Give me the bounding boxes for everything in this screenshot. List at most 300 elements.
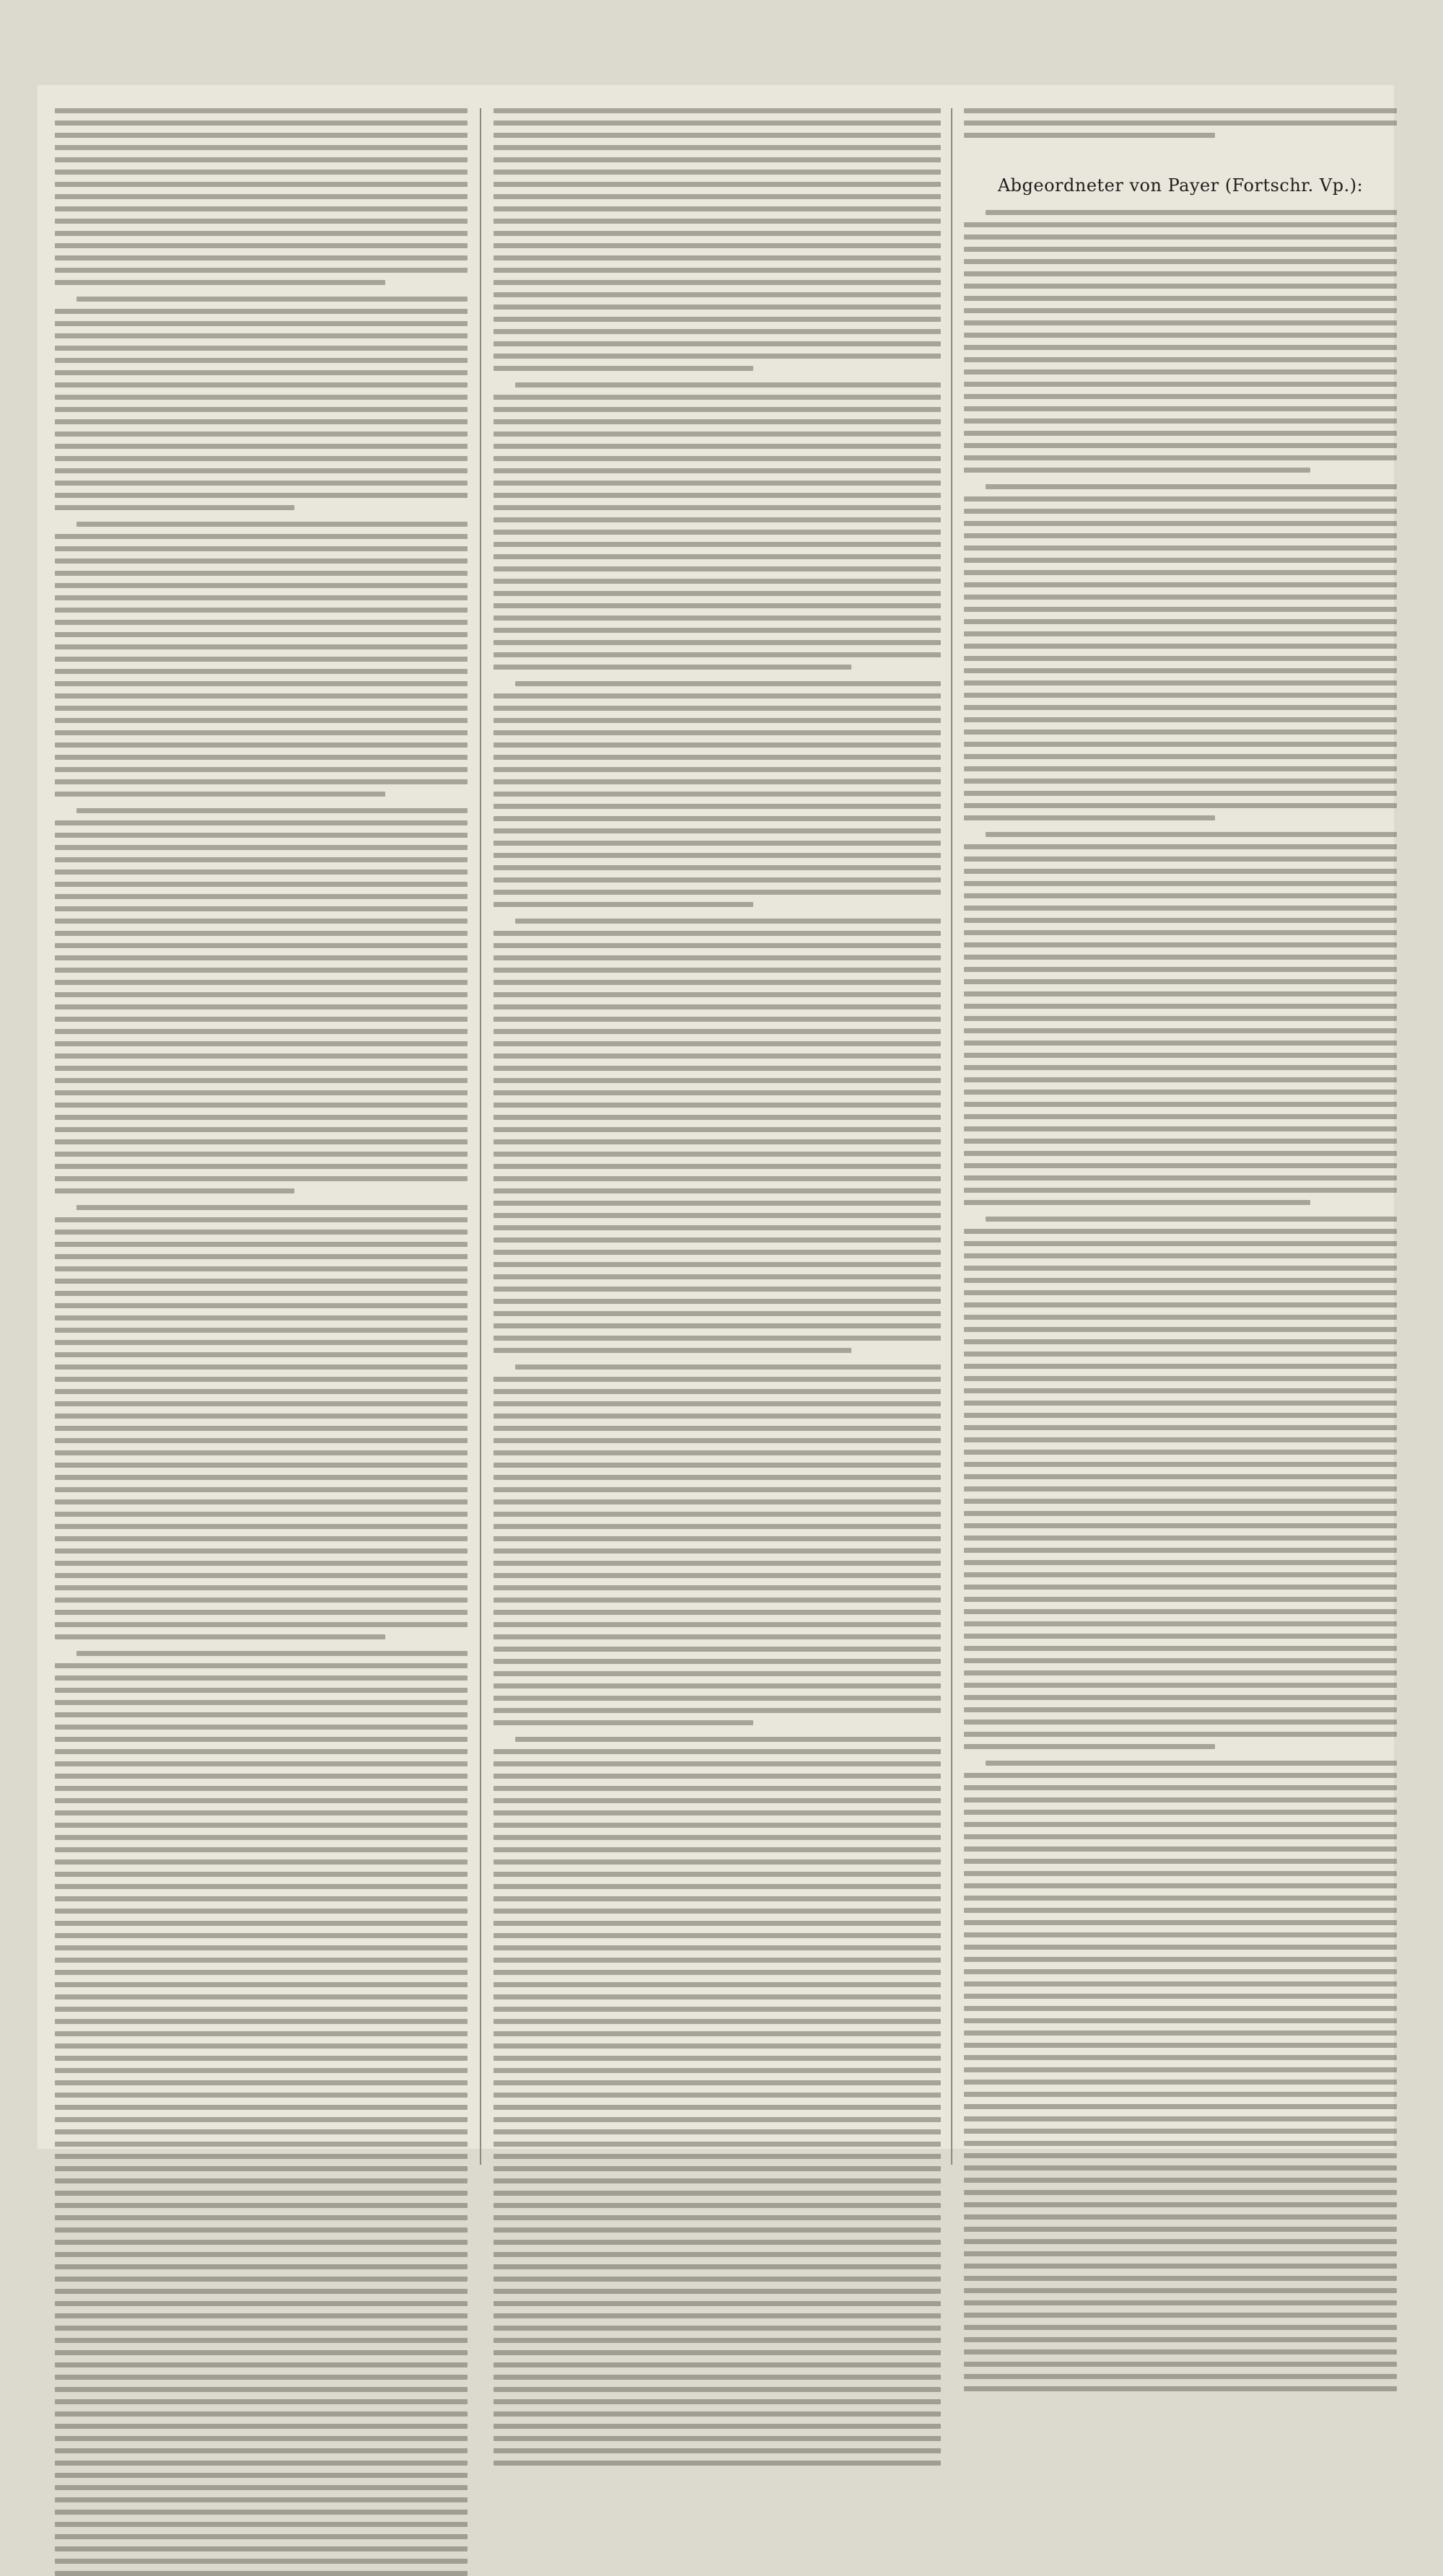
text-line — [55, 2497, 468, 2502]
text-line — [55, 1512, 468, 1517]
text-line — [494, 2178, 941, 2183]
text-line — [55, 1291, 468, 1296]
text-line — [55, 943, 468, 948]
text-line — [494, 955, 941, 960]
text-line — [964, 1609, 1397, 1614]
text-line — [494, 456, 941, 461]
text-line — [964, 1707, 1397, 1712]
text-line — [55, 182, 468, 187]
text-line — [494, 2387, 941, 2392]
text-line — [55, 1872, 468, 1877]
text-line — [964, 521, 1397, 526]
text-line — [494, 108, 941, 113]
text-line — [494, 2411, 941, 2417]
text-line — [494, 931, 941, 936]
text-line — [494, 706, 941, 711]
text-line — [964, 382, 1397, 387]
text-line — [55, 1798, 468, 1803]
text-line — [55, 906, 468, 911]
text-line — [964, 1151, 1397, 1156]
text-line — [494, 121, 941, 126]
text-line — [494, 2117, 941, 2122]
text-line — [964, 1041, 1397, 1046]
text-line — [494, 170, 941, 175]
text-line — [55, 243, 468, 248]
paragraph-block — [964, 832, 1397, 1205]
text-line — [964, 1670, 1397, 1675]
text-line — [964, 1315, 1397, 1320]
text-line — [494, 182, 941, 187]
text-line — [964, 558, 1397, 563]
text-line — [55, 730, 468, 735]
text-line — [55, 321, 468, 326]
text-line — [55, 1700, 468, 1705]
text-line — [55, 2264, 468, 2269]
text-line — [964, 369, 1397, 374]
text-line — [964, 693, 1397, 698]
text-line — [494, 1004, 941, 1009]
text-line — [964, 2337, 1397, 2342]
text-line — [55, 2289, 468, 2294]
text-line — [55, 1242, 468, 1247]
text-line — [494, 2424, 941, 2429]
text-line — [55, 1610, 468, 1615]
text-line — [964, 1290, 1397, 1295]
text-line — [494, 1970, 941, 1975]
text-line — [964, 570, 1397, 575]
paragraph-block — [964, 1217, 1397, 1749]
text-line — [964, 1004, 1397, 1009]
text-line — [55, 2154, 468, 2159]
text-line — [494, 2436, 941, 2441]
text-line — [964, 656, 1397, 661]
text-line — [964, 1327, 1397, 1332]
text-line — [964, 296, 1397, 301]
text-line — [55, 1315, 468, 1320]
text-line — [964, 1200, 1310, 1205]
text-line — [55, 268, 468, 273]
text-line — [55, 2129, 468, 2134]
text-line — [494, 1450, 941, 1455]
text-line — [55, 2485, 468, 2490]
text-line — [55, 657, 468, 662]
text-line — [494, 1139, 941, 1144]
text-line — [494, 742, 941, 748]
text-line — [964, 619, 1397, 624]
text-line — [964, 1511, 1397, 1516]
text-line — [964, 1065, 1397, 1070]
text-line — [55, 955, 468, 960]
text-line — [494, 1994, 941, 1999]
text-line — [55, 194, 468, 199]
text-line — [986, 484, 1397, 489]
text-line — [964, 2264, 1397, 2269]
speaker-heading: Abgeordneter von Payer (Fortschr. Vp.): — [997, 175, 1364, 196]
text-line — [494, 1078, 941, 1083]
text-line — [55, 1859, 468, 1865]
text-line — [964, 1896, 1397, 1901]
text-line — [964, 1376, 1397, 1381]
text-line — [55, 894, 468, 899]
text-line — [494, 1414, 941, 1419]
text-line — [55, 2019, 468, 2024]
text-line — [55, 1364, 468, 1370]
text-line — [964, 1945, 1397, 1950]
text-line — [55, 681, 468, 686]
text-line — [55, 2411, 468, 2417]
text-line — [964, 869, 1397, 874]
text-line — [55, 2240, 468, 2245]
text-line — [55, 620, 468, 625]
text-line — [55, 1127, 468, 1132]
text-line — [76, 1205, 468, 1210]
text-line — [494, 419, 941, 424]
text-line — [494, 2080, 941, 2085]
text-line — [55, 1340, 468, 1345]
text-line — [55, 1835, 468, 1840]
text-line — [494, 890, 941, 895]
text-line — [55, 1377, 468, 1382]
text-line — [964, 2313, 1397, 2318]
text-line — [964, 803, 1397, 808]
text-line — [494, 1933, 941, 1938]
text-line — [964, 509, 1397, 514]
text-line — [494, 2362, 941, 2367]
text-line — [55, 1921, 468, 1926]
text-line — [55, 2227, 468, 2233]
text-line — [494, 2019, 941, 2024]
text-line — [494, 2289, 941, 2294]
text-line — [964, 595, 1397, 600]
text-line — [55, 968, 468, 973]
text-line — [964, 1785, 1397, 1790]
text-line — [494, 693, 941, 698]
text-line — [494, 505, 941, 510]
text-line — [964, 582, 1397, 587]
text-line — [494, 517, 941, 522]
text-line — [55, 2522, 468, 2527]
text-line — [55, 1401, 468, 1406]
text-line — [55, 2546, 468, 2551]
text-line — [55, 742, 468, 748]
text-line — [55, 693, 468, 698]
text-line — [964, 1920, 1397, 1925]
text-line — [494, 755, 941, 760]
text-line — [55, 1279, 468, 1284]
text-line — [964, 668, 1397, 673]
text-line — [494, 1213, 941, 1218]
text-line — [55, 1573, 468, 1578]
column-divider — [480, 108, 481, 2165]
text-line — [494, 1810, 941, 1815]
text-line — [964, 1695, 1397, 1700]
text-line — [55, 2117, 468, 2122]
text-line — [55, 1303, 468, 1308]
text-line — [494, 1982, 941, 1987]
text-line — [55, 1463, 468, 1468]
text-line — [55, 2142, 468, 2147]
text-line — [55, 358, 468, 363]
text-line — [964, 1139, 1397, 1144]
text-line — [55, 1217, 468, 1222]
text-line — [494, 1945, 941, 1950]
text-line — [494, 1548, 941, 1554]
text-line — [55, 869, 468, 875]
text-line — [55, 1487, 468, 1492]
text-line — [55, 1499, 468, 1504]
text-line — [494, 341, 941, 346]
text-line — [964, 2153, 1397, 2158]
text-line — [964, 844, 1397, 849]
text-line — [964, 1621, 1397, 1626]
text-line — [55, 1004, 468, 1009]
text-line — [964, 1957, 1397, 1962]
text-line — [55, 2252, 468, 2257]
text-line — [55, 1774, 468, 1779]
text-line — [494, 395, 941, 400]
text-line — [964, 1797, 1397, 1802]
text-line — [494, 1066, 941, 1071]
text-line — [494, 2142, 941, 2147]
text-line — [55, 170, 468, 175]
text-line — [494, 366, 753, 371]
text-line — [494, 1103, 941, 1108]
text-line — [964, 1302, 1397, 1307]
text-line — [494, 157, 941, 162]
text-line — [55, 1029, 468, 1034]
text-line — [494, 1201, 941, 1206]
text-line — [55, 370, 468, 375]
text-line — [55, 2043, 468, 2049]
text-line — [55, 1254, 468, 1259]
text-line — [55, 1884, 468, 1889]
text-line — [55, 1810, 468, 1815]
text-column-middle — [494, 108, 941, 2165]
text-line — [964, 1028, 1397, 1033]
text-line — [964, 1597, 1397, 1602]
text-line — [964, 1229, 1397, 1234]
text-line — [55, 1749, 468, 1754]
text-line — [494, 1499, 941, 1504]
text-line — [55, 1982, 468, 1987]
text-line — [964, 2202, 1397, 2207]
text-line — [964, 2276, 1397, 2281]
text-line — [494, 718, 941, 723]
text-line — [494, 1164, 941, 1169]
text-line — [964, 2374, 1397, 2379]
text-line — [55, 833, 468, 838]
text-line — [55, 644, 468, 649]
text-line — [494, 579, 941, 584]
text-line — [964, 271, 1397, 276]
paragraph-block — [964, 1761, 1397, 2391]
text-line — [55, 1634, 385, 1639]
text-line — [494, 2240, 941, 2245]
text-line — [494, 566, 941, 571]
text-line — [964, 308, 1397, 313]
text-line — [494, 1127, 941, 1132]
text-line — [494, 231, 941, 236]
text-line — [494, 1622, 941, 1627]
paragraph-block — [494, 681, 941, 907]
text-line — [55, 255, 468, 260]
text-line — [494, 1696, 941, 1701]
text-line — [964, 2129, 1397, 2134]
text-line — [494, 1090, 941, 1095]
text-line — [964, 1646, 1397, 1651]
text-line — [494, 2350, 941, 2355]
text-line — [55, 595, 468, 600]
text-line — [55, 1389, 468, 1394]
text-line — [494, 431, 941, 437]
text-line — [494, 1115, 941, 1120]
text-line — [964, 1572, 1397, 1577]
text-line — [494, 1017, 941, 1022]
text-line — [964, 955, 1397, 960]
text-line — [964, 1016, 1397, 1021]
text-line — [55, 1585, 468, 1590]
text-line — [55, 1230, 468, 1235]
text-line — [494, 329, 941, 334]
text-line — [494, 1029, 941, 1034]
text-line — [55, 1041, 468, 1046]
text-line — [55, 2436, 468, 2441]
text-line — [494, 1573, 941, 1578]
text-line — [494, 2093, 941, 2098]
text-line — [55, 481, 468, 486]
text-line — [515, 1364, 941, 1370]
text-line — [55, 820, 468, 825]
text-line — [55, 2424, 468, 2429]
text-line — [964, 730, 1397, 735]
text-line — [55, 1823, 468, 1828]
text-line — [964, 1401, 1397, 1406]
text-line — [964, 1241, 1397, 1246]
text-line — [964, 1969, 1397, 1974]
text-line — [55, 419, 468, 424]
text-line — [55, 608, 468, 613]
text-line — [964, 1425, 1397, 1430]
text-line — [964, 1683, 1397, 1688]
text-line — [964, 2300, 1397, 2305]
text-line — [55, 346, 468, 351]
text-line — [964, 394, 1397, 399]
text-line — [494, 493, 941, 498]
text-line — [494, 1152, 941, 1157]
text-line — [494, 1823, 941, 1828]
text-line — [964, 1413, 1397, 1418]
text-line — [55, 444, 468, 449]
text-line — [55, 2559, 468, 2564]
text-line — [55, 1561, 468, 1566]
text-line — [964, 1658, 1397, 1663]
text-line — [964, 1090, 1397, 1095]
text-line — [494, 2252, 941, 2257]
text-line — [55, 706, 468, 711]
paragraph-block — [55, 297, 468, 510]
text-line — [55, 583, 468, 588]
text-line — [964, 2067, 1397, 2072]
text-line — [55, 1725, 468, 1730]
text-line — [55, 857, 468, 862]
text-line — [494, 1872, 941, 1877]
text-line — [964, 1822, 1397, 1827]
text-line — [55, 456, 468, 461]
text-line — [494, 280, 941, 285]
text-line — [55, 845, 468, 850]
text-line — [55, 2056, 468, 2061]
text-line — [964, 1773, 1397, 1778]
text-line — [964, 2349, 1397, 2354]
text-line — [964, 766, 1397, 771]
text-line — [55, 1103, 468, 1108]
text-line — [494, 1884, 941, 1889]
text-line — [494, 1798, 941, 1803]
text-line — [494, 292, 941, 297]
text-line — [964, 705, 1397, 710]
text-line — [494, 2301, 941, 2306]
text-line — [964, 942, 1397, 947]
text-line — [55, 407, 468, 412]
text-line — [55, 1548, 468, 1554]
text-line — [964, 607, 1397, 612]
text-line — [55, 2313, 468, 2318]
text-line — [964, 443, 1397, 448]
text-line — [494, 1585, 941, 1590]
text-line — [55, 2277, 468, 2282]
text-line — [964, 121, 1397, 126]
text-line — [494, 2043, 941, 2049]
text-line — [494, 902, 753, 907]
text-line — [964, 1364, 1397, 1369]
text-line — [55, 2338, 468, 2343]
text-line — [55, 2448, 468, 2453]
text-line — [55, 1761, 468, 1766]
text-line — [55, 219, 468, 224]
text-line — [494, 1958, 941, 1963]
text-line — [964, 680, 1397, 685]
text-line — [55, 2571, 468, 2576]
text-line — [55, 1164, 468, 1169]
text-line — [494, 591, 941, 596]
paragraph-block — [55, 1651, 468, 2576]
text-line — [964, 742, 1397, 747]
text-line — [55, 2461, 468, 2466]
paragraph-block — [55, 522, 468, 797]
text-line — [964, 1339, 1397, 1344]
text-line — [964, 1126, 1397, 1131]
text-line — [964, 1719, 1397, 1725]
text-line — [55, 1426, 468, 1431]
text-line — [964, 2362, 1397, 2367]
text-line — [494, 1847, 941, 1852]
column-divider — [951, 108, 952, 2165]
text-line — [964, 320, 1397, 325]
text-line — [964, 2214, 1397, 2220]
text-line — [494, 2129, 941, 2134]
text-line — [494, 1053, 941, 1059]
text-line — [55, 2301, 468, 2306]
text-line — [964, 1499, 1397, 1504]
text-line — [55, 206, 468, 211]
text-line — [494, 554, 941, 559]
text-line — [494, 1909, 941, 1914]
text-line — [494, 1389, 941, 1394]
text-line — [964, 2239, 1397, 2244]
text-line — [964, 1474, 1397, 1479]
text-line — [494, 268, 941, 273]
text-line — [964, 1744, 1215, 1749]
